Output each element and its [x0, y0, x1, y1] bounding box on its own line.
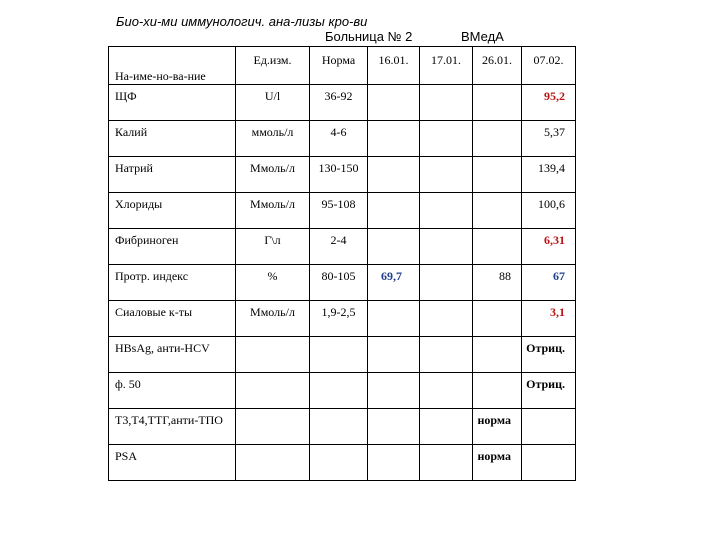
cell-unit: Ммоль/л	[236, 301, 310, 337]
column-header-norm: Норма	[310, 47, 368, 85]
cell-norm: 80-105	[310, 265, 368, 301]
table-row	[109, 265, 576, 301]
cell-value: 69,7	[368, 265, 420, 301]
cell-unit	[236, 337, 310, 373]
column-header-date: 17.01.	[420, 47, 473, 85]
cell-value	[368, 229, 420, 265]
lab-results-table	[108, 46, 576, 481]
table-row	[109, 337, 576, 373]
institution-label: ВМедА	[461, 29, 504, 44]
column-header-name: На-име-но-ва-ние	[109, 47, 236, 85]
cell-name: Протр. индекс	[109, 265, 236, 301]
cell-name: Калий	[109, 121, 236, 157]
cell-name: PSA	[109, 445, 236, 481]
cell-value: Отриц.	[522, 373, 576, 409]
cell-norm: 36-92	[310, 85, 368, 121]
cell-value	[368, 373, 420, 409]
cell-value	[473, 373, 522, 409]
cell-value: 67	[522, 265, 576, 301]
cell-norm	[310, 445, 368, 481]
cell-value	[473, 121, 522, 157]
cell-value	[473, 301, 522, 337]
table-row	[109, 157, 576, 193]
table-row	[109, 409, 576, 445]
cell-value	[473, 157, 522, 193]
cell-value	[368, 301, 420, 337]
cell-norm: 1,9-2,5	[310, 301, 368, 337]
table-header-row	[109, 47, 576, 85]
table-row	[109, 373, 576, 409]
table-row	[109, 229, 576, 265]
cell-value	[420, 373, 473, 409]
cell-norm: 95-108	[310, 193, 368, 229]
cell-value	[420, 229, 473, 265]
cell-value	[368, 337, 420, 373]
cell-value	[420, 193, 473, 229]
cell-value	[473, 193, 522, 229]
cell-value	[368, 85, 420, 121]
table-row	[109, 445, 576, 481]
cell-name: Натрий	[109, 157, 236, 193]
cell-value	[420, 445, 473, 481]
cell-value	[420, 157, 473, 193]
cell-unit: Ммоль/л	[236, 157, 310, 193]
cell-value	[420, 337, 473, 373]
cell-name: Сиаловые к-ты	[109, 301, 236, 337]
cell-value: 100,6	[522, 193, 576, 229]
cell-value	[368, 409, 420, 445]
cell-unit: ммоль/л	[236, 121, 310, 157]
cell-value	[420, 301, 473, 337]
table-row	[109, 85, 576, 121]
cell-value: Отриц.	[522, 337, 576, 373]
cell-name: Хлориды	[109, 193, 236, 229]
cell-norm: 130-150	[310, 157, 368, 193]
cell-value	[420, 265, 473, 301]
cell-value	[522, 445, 576, 481]
cell-value: 139,4	[522, 157, 576, 193]
cell-value: норма	[473, 409, 522, 445]
cell-value	[420, 121, 473, 157]
cell-value: 3,1	[522, 301, 576, 337]
cell-unit	[236, 445, 310, 481]
cell-value	[522, 409, 576, 445]
cell-value: 5,37	[522, 121, 576, 157]
cell-value: 88	[473, 265, 522, 301]
cell-value	[368, 121, 420, 157]
cell-value	[420, 85, 473, 121]
table-row	[109, 121, 576, 157]
cell-unit: U/l	[236, 85, 310, 121]
cell-value	[473, 337, 522, 373]
cell-value	[368, 157, 420, 193]
hospital-label: Больница № 2	[325, 29, 413, 44]
column-header-date: 07.02.	[522, 47, 576, 85]
cell-name: Т3,Т4,ТТГ,анти-ТПО	[109, 409, 236, 445]
cell-norm	[310, 337, 368, 373]
cell-value	[473, 229, 522, 265]
table-row	[109, 193, 576, 229]
cell-unit: Г\л	[236, 229, 310, 265]
cell-norm: 2-4	[310, 229, 368, 265]
cell-norm: 4-6	[310, 121, 368, 157]
cell-unit: %	[236, 265, 310, 301]
column-header-date: 26.01.	[473, 47, 522, 85]
cell-name: ф. 50	[109, 373, 236, 409]
column-header-unit: Ед.изм.	[236, 47, 310, 85]
cell-norm	[310, 373, 368, 409]
column-header-date: 16.01.	[368, 47, 420, 85]
cell-value: норма	[473, 445, 522, 481]
cell-value	[420, 409, 473, 445]
cell-unit: Ммоль/л	[236, 193, 310, 229]
cell-value	[368, 193, 420, 229]
cell-value: 6,31	[522, 229, 576, 265]
cell-unit	[236, 373, 310, 409]
cell-value: 95,2	[522, 85, 576, 121]
table-row	[109, 301, 576, 337]
cell-name: Фибриноген	[109, 229, 236, 265]
cell-norm	[310, 409, 368, 445]
cell-name: HBsAg, анти-HCV	[109, 337, 236, 373]
cell-value	[473, 85, 522, 121]
cell-name: ЩФ	[109, 85, 236, 121]
document-title: Био-хи-ми иммунологич. ана-лизы кро-ви	[116, 14, 368, 29]
cell-unit	[236, 409, 310, 445]
cell-value	[368, 445, 420, 481]
